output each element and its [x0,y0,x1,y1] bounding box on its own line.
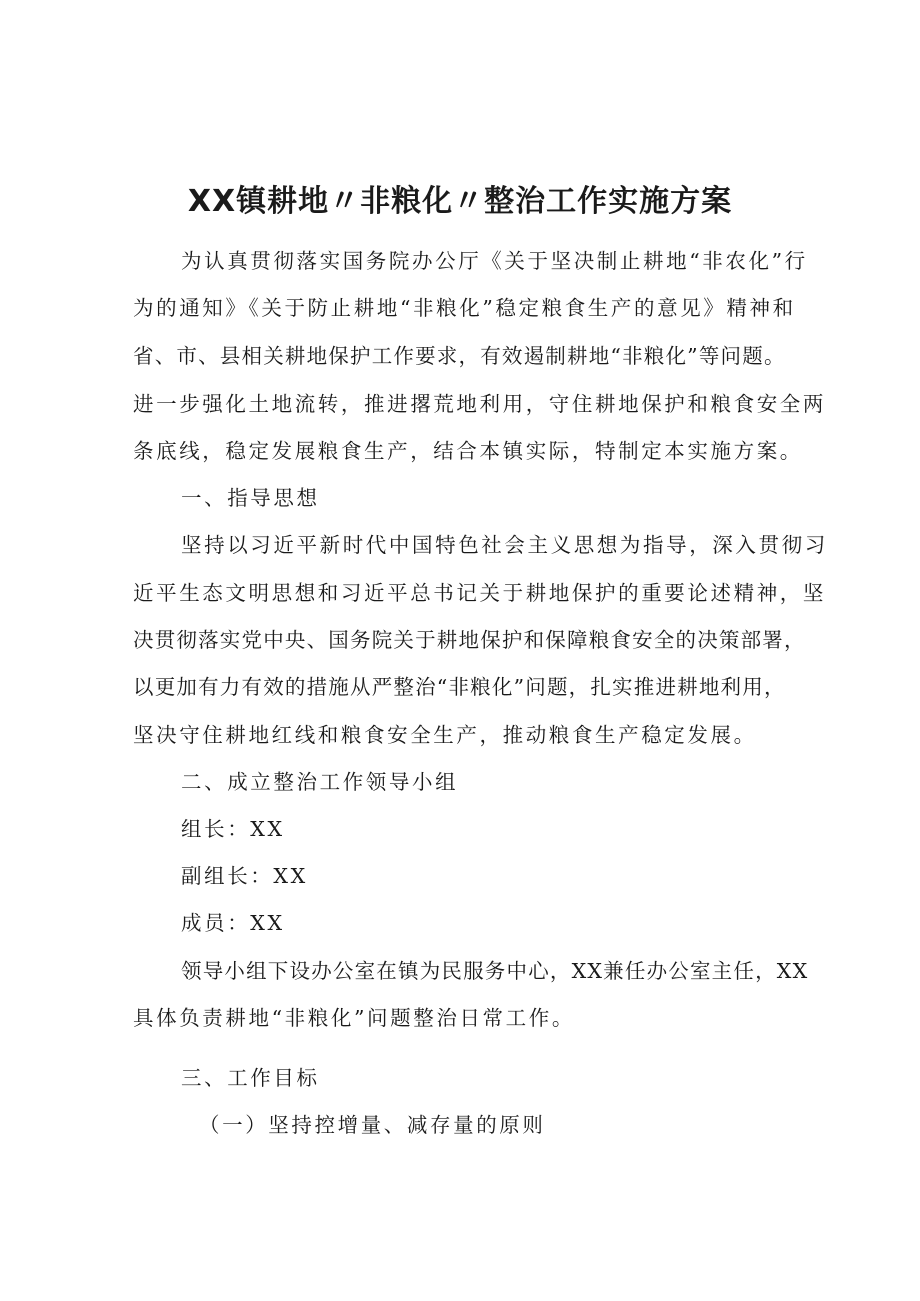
members-line: 成员：XX [181,911,285,935]
section-heading: 三、工作目标 [181,1066,320,1090]
section-heading: 二、成立整治工作领导小组 [181,770,459,794]
intro-line: 进一步强化土地流转，推进撂荒地利用，守住耕地保护和粮食安全两 [133,392,826,416]
paragraph-line: 坚决守住耕地红线和粮食安全生产，推动粮食生产稳定发展。 [133,723,757,747]
intro-line: 条底线，稳定发展粮食生产，结合本镇实际，特制定本实施方案。 [133,439,803,463]
deputy-leader-line: 副组长：XX [181,864,308,888]
paragraph-line: 近平生态文明思想和习近平总书记关于耕地保护的重要论述精神，坚 [133,581,826,605]
paragraph-line: 坚持以习近平新时代中国特色社会主义思想为指导，深入贯彻习 [181,533,828,557]
section-heading: 一、指导思想 [181,486,320,510]
paragraph-line: 以更加有力有效的措施从严整治“非粮化”问题，扎实推进耕地利用， [133,675,786,699]
intro-line: 为认真贯彻落实国务院办公厅《关于坚决制止耕地“非农化”行 [181,249,808,273]
intro-line: 省、市、县相关耕地保护工作要求，有效遏制耕地“非粮化”等问题。 [133,344,786,368]
paragraph-line: 具体负责耕地“非粮化”问题整治日常工作。 [133,1006,575,1030]
subsection-heading: （一）坚持控增量、减存量的原则 [199,1113,546,1137]
intro-line: 为的通知》《关于防止耕地“非粮化”稳定粮食生产的意见》精神和 [133,296,796,320]
document-title: XX镇耕地〃非粮化〃整治工作实施方案 [187,184,733,219]
leader-line: 组长：XX [181,817,285,841]
paragraph-line: 领导小组下设办公室在镇为民服务中心，XX兼任办公室主任，XX [181,959,809,983]
paragraph-line: 决贯彻落实党中央、国务院关于耕地保护和保障粮食安全的决策部署， [133,628,806,652]
